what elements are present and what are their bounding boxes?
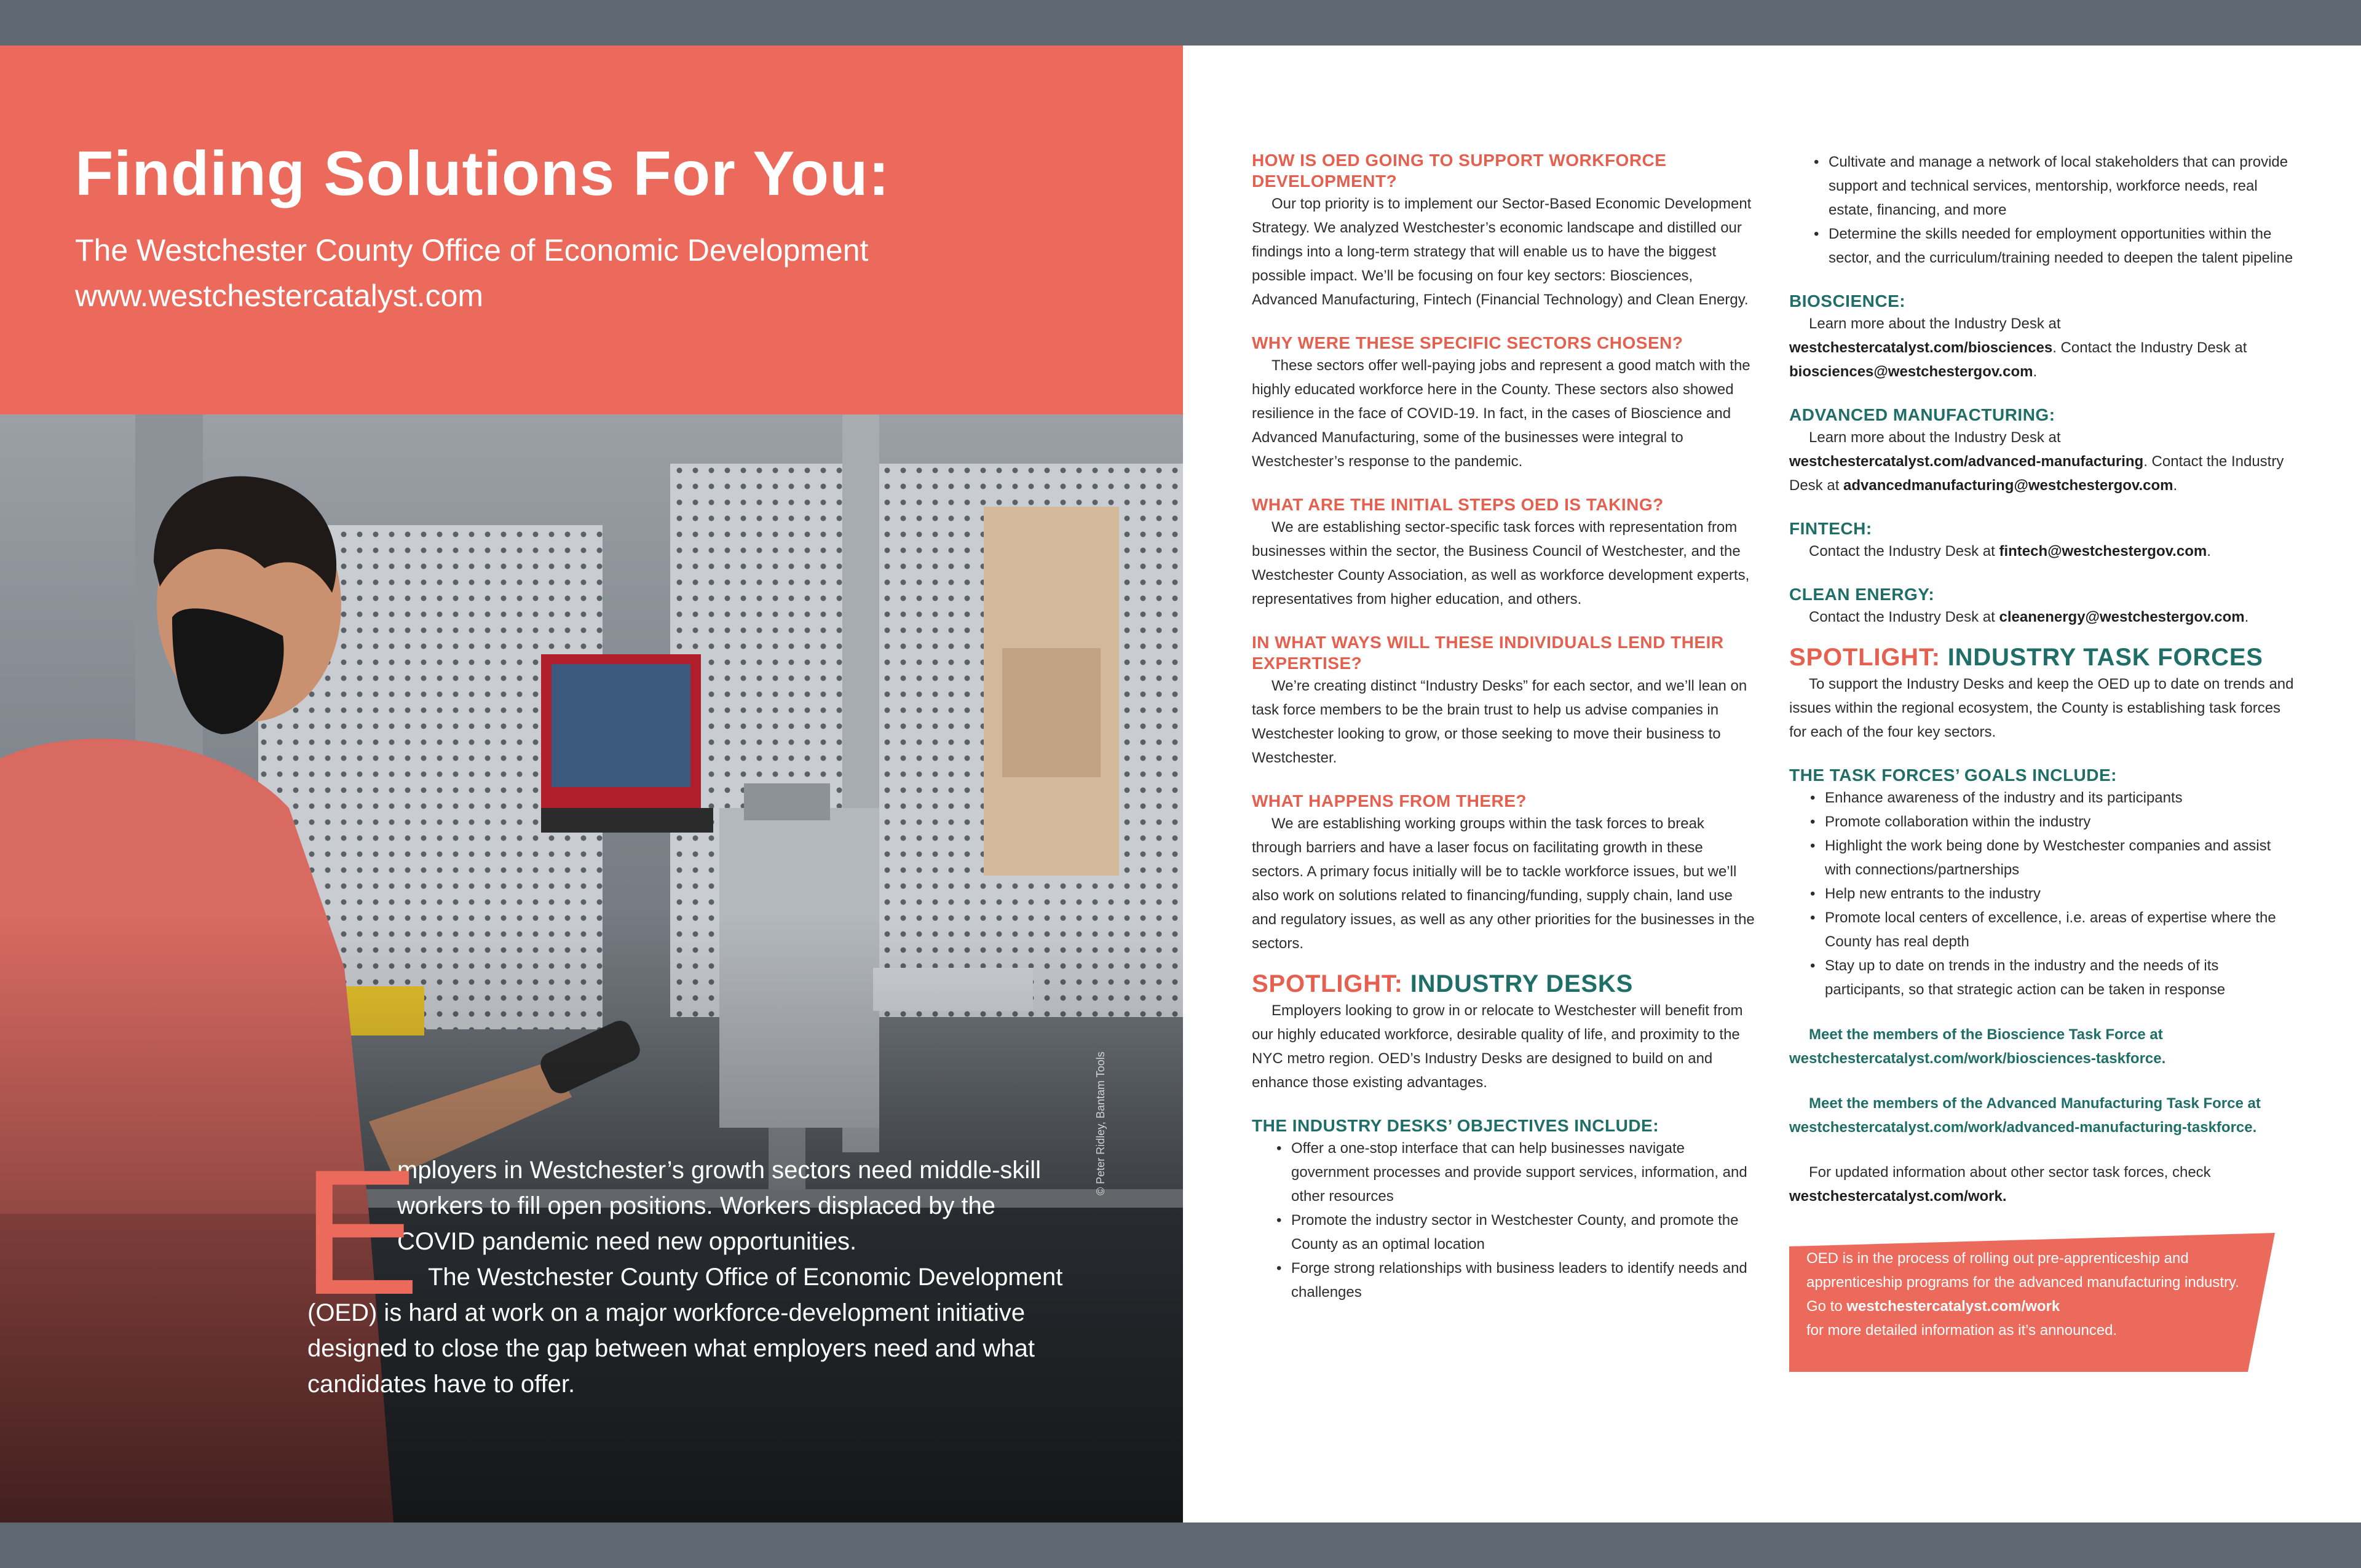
list-item: • Forge strong relationships with business leaders to identify needs and challenges: [1280, 1256, 1756, 1304]
intro-line: workers to fill open positions. Workers displaced by the: [397, 1192, 996, 1219]
answer-paragraph: Our top priority is to implement our Sector-Based Economic Development Strategy. We analyzed Westchester’s economic landscape and distilled our findings into a long-term strategy that will enable us to have the biggest possible impact. We’ll be focusing on four key sectors: Biosciences, Advanced Manufacturing, Fintech (Financial Technology) and Clean Energy.: [1252, 196, 1752, 308]
spotlight-heading: SPOTLIGHT: INDUSTRY TASK FORCES: [1789, 644, 2263, 671]
spotlight-paragraph: Employers looking to grow in or relocate to Westchester will benefit from our highly educated workforce, desirable quality of life, and proximity to the NYC metro region. OED’s Industry Desks are designed to build on and enhance those existing advantages.: [1252, 1002, 1743, 1091]
subtitle: The Westchester County Office of Economic Development: [75, 233, 869, 267]
question-heading: HOW IS OED GOING TO SUPPORT WORKFORCE DEVELOPMENT?: [1252, 151, 1667, 191]
intro-line: mployers in Westchester’s growth sectors need middle-skill: [397, 1157, 1042, 1184]
goals-heading: THE TASK FORCES’ GOALS INCLUDE:: [1789, 766, 2117, 785]
objectives-heading: THE INDUSTRY DESKS’ OBJECTIVES INCLUDE:: [1252, 1116, 1659, 1135]
left-page: [0, 46, 1183, 1522]
spotlight-paragraph: To support the Industry Desks and keep the OED up to date on trends and issues within the regional ecosystem, the County is establishing task forces for each of the four key sectors.: [1789, 676, 2294, 740]
list-item: • Stay up to date on trends in the industry and the needs of its participants, so that strategic action can be taken in response: [1814, 954, 2300, 1002]
fintech-paragraph: Contact the Industry Desk at fintech@westchestergov.com.: [1809, 543, 2211, 560]
work-link[interactable]: westchestercatalyst.com/work.: [1789, 1188, 2007, 1205]
bioscience-paragraph: Learn more about the Industry Desk at westchestercatalyst.com/biosciences. Contact the Industry Desk at biosciences@westchestergov.com.: [1789, 315, 2247, 380]
list-item: • Help new entrants to the industry: [1814, 882, 2300, 906]
advanced-manufacturing-link[interactable]: westchestercatalyst.com/advanced-manufacturing: [1789, 453, 2144, 470]
question-heading: WHAT ARE THE INITIAL STEPS OED IS TAKING?: [1252, 495, 1664, 514]
intro-line: COVID pandemic need new opportunities.: [397, 1228, 857, 1255]
photo-credit: © Peter Ridley, Bantam Tools: [1094, 1051, 1107, 1195]
header-band: [0, 46, 1183, 414]
objectives-list: [1252, 1136, 1756, 1304]
list-item: • Promote local centers of excellence, i.e. areas of expertise where the County has real depth: [1814, 906, 2300, 954]
drop-cap: E: [301, 1133, 421, 1332]
question-heading: IN WHAT WAYS WILL THESE INDIVIDUALS LEND THEIR EXPERTISE?: [1252, 633, 1724, 673]
meet-advanced-manufacturing: Meet the members of the Advanced Manufacturing Task Force at westchestercatalyst.com/work/advanced-manufacturing-taskforce.: [1789, 1095, 2261, 1136]
right-page: [1183, 46, 2361, 1522]
intro-block: [301, 1133, 1076, 1402]
list-item: • Enhance awareness of the industry and its participants: [1814, 786, 2300, 810]
goals-list: [1789, 786, 2300, 1002]
answer-paragraph: We are establishing sector-specific task forces with representation from businesses within the sector, the Business Council of Westchester, and the Westchester County Association, as well as workforce development experts, representatives from higher education, and others.: [1252, 519, 1750, 608]
answer-paragraph: These sectors offer well-paying jobs and represent a good match with the highly educated workforce here in the County. These sectors also showed resilience in the face of COVID-19. In fact, in the cases of Bioscience and Advanced Manufacturing, some of the businesses were integral to Westchester’s response to the pandemic.: [1252, 357, 1750, 470]
page-title: Finding Solutions For You:: [75, 138, 890, 208]
column-left: [1252, 150, 1756, 1304]
list-item: • Highlight the work being done by Westchester companies and assist with connections/partnerships: [1814, 834, 2300, 882]
list-item: • Determine the skills needed for employment opportunities within the sector, and the curriculum/training needed to deepen the talent pipeline: [1817, 222, 2300, 270]
fintech-heading: FINTECH:: [1789, 519, 1872, 538]
advanced-manufacturing-paragraph: Learn more about the Industry Desk at westchestercatalyst.com/advanced-manufacturing. Contact the Industry Desk at advancedmanufacturing@westchestergov.com.: [1789, 429, 2284, 494]
intro-line: The Westchester County Office of Economic Development: [428, 1264, 1063, 1291]
advanced-manufacturing-taskforce-link[interactable]: westchestercatalyst.com/work/advanced-manufacturing-taskforce.: [1789, 1119, 2257, 1136]
website-url[interactable]: www.westchestercatalyst.com: [75, 279, 484, 313]
clean-energy-heading: CLEAN ENERGY:: [1789, 585, 1935, 604]
callout-text: OED is in the process of rolling out pre-apprenticeship and apprenticeship programs for the advanced manufacturing industry. Go to westchestercatalyst.com/work for more detailed information as it’s announced.: [1806, 1250, 2239, 1339]
clean-energy-paragraph: Contact the Industry Desk at cleanenergy@westchestergov.com.: [1809, 609, 2249, 625]
bioscience-heading: BIOSCIENCE:: [1789, 291, 1906, 311]
list-item: • Promote collaboration within the industry: [1814, 810, 2300, 834]
question-heading: WHAT HAPPENS FROM THERE?: [1252, 791, 1527, 810]
objectives-list-continued: [1789, 150, 2300, 270]
column-right: [1789, 150, 2300, 1358]
subtitle-block: [75, 228, 868, 319]
list-item: • Promote the industry sector in Westchester County, and promote the County as an optimal location: [1280, 1208, 1756, 1256]
bioscience-email[interactable]: biosciences@westchestergov.com: [1789, 363, 2033, 380]
list-item: • Offer a one-stop interface that can help businesses navigate government processes and provide support services, information, and other resources: [1280, 1136, 1756, 1208]
apprenticeship-callout: [1789, 1233, 2275, 1358]
answer-paragraph: We’re creating distinct “Industry Desks” for each sector, and we’ll lean on task force members to be the brain trust to help us advise companies in Westchester looking to grow, or those seeking to move their business to Westchester.: [1252, 678, 1747, 766]
spotlight-heading: SPOTLIGHT: INDUSTRY DESKS: [1252, 970, 1634, 997]
meet-bioscience: Meet the members of the Bioscience Task Force at westchestercatalyst.com/work/biosciences-taskforce.: [1789, 1026, 2166, 1067]
callout-link[interactable]: westchestercatalyst.com/work: [1846, 1298, 2060, 1315]
bioscience-taskforce-link[interactable]: westchestercatalyst.com/work/biosciences-taskforce.: [1789, 1050, 2166, 1067]
intro-paragraph: (OED) is hard at work on a major workforce-development initiative designed to close the gap between what employers need and what candidates have to offer.: [307, 1299, 1035, 1398]
advanced-manufacturing-email[interactable]: advancedmanufacturing@westchestergov.com: [1843, 477, 2173, 494]
clean-energy-email[interactable]: cleanenergy@westchestergov.com: [1999, 609, 2245, 625]
magazine-spread: [0, 46, 2361, 1522]
bioscience-link[interactable]: westchestercatalyst.com/biosciences: [1789, 339, 2053, 356]
fintech-email[interactable]: fintech@westchestergov.com: [1999, 543, 2207, 560]
answer-paragraph: We are establishing working groups within the task forces to break through barriers and have a laser focus on facilitating growth in these sectors. A primary focus initially will be to tackle workforce issues, but we’ll also work on solutions related to financing/funding, supply chain, land use and regulatory issues, as well as any other priorities for the businesses in the sectors.: [1252, 815, 1755, 952]
advanced-manufacturing-heading: ADVANCED MANUFACTURING:: [1789, 405, 2055, 424]
question-heading: WHY WERE THESE SPECIFIC SECTORS CHOSEN?: [1252, 333, 1683, 352]
updates-paragraph: For updated information about other sector task forces, check westchestercatalyst.com/work.: [1789, 1164, 2211, 1205]
list-item: • Cultivate and manage a network of local stakeholders that can provide support and technical services, mentorship, workforce needs, real estate, financing, and more: [1817, 150, 2300, 222]
